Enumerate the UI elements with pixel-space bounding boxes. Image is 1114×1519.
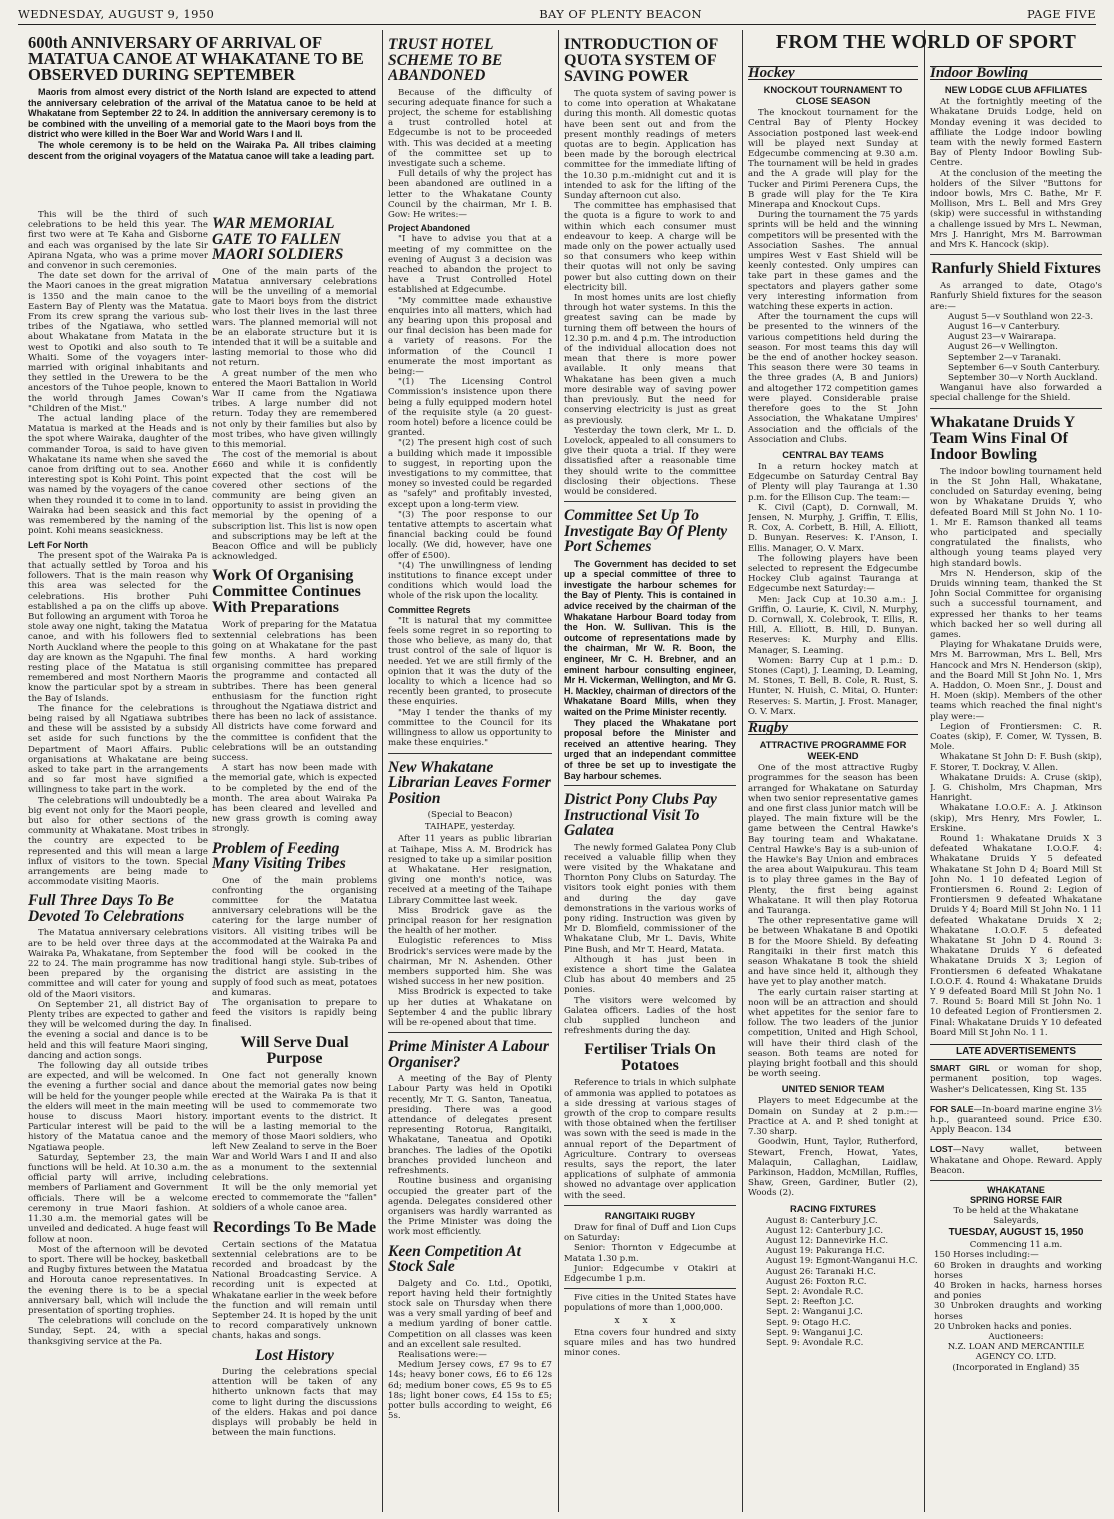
list-item: 30 Unbroken draughts and working horses	[934, 1301, 1102, 1322]
dual-purpose-headline: Will Serve Dual Purpose	[240, 1033, 349, 1067]
paragraph: Senior: Thornton v Edgecumbe at Matata 1.30 p.m.	[564, 1243, 736, 1264]
paragraph: The quota system of saving power is to come into operation at Whakatane during this month. All domestic quotas have been sent out and from the present monthly readings of meters quotas are to begin. Application has been made by the borough electrical committee for the immediate lifting of the 10.30 p.m.-midnight cut and it is intended to ask for the lifting of the Sunday afternoon cut also.	[564, 89, 736, 202]
column-5	[748, 62, 918, 1512]
paragraph: "(1) The Licensing Control Commission's insistence upon there being a fully equipped modern hotel of the requisite style (a 20 guest-room hotel) before a licence could be granted.	[388, 377, 552, 439]
paragraph: The Government has decided to set up a special committee of three to investigate the harbour schemes for the Bay of Plenty. This is contained in advice received by the chairman of the Whakatane Harbour Board today from the Hon. W. Sullivan. This is the outcome of representations made by the chairman, Mr W. R. Boon, the engineer, Mr C. H. Brebner, and an eminent harbour consulting engineer, Mr H. Vickerman, Wellington, and Mr G. H. Mackley, chairman of directors of the Whakatane Board Mills, when they waited on the Prime Minister recently.	[564, 558, 736, 717]
column-1	[28, 210, 208, 1510]
column-rule	[742, 30, 743, 1512]
pony-headline: District Pony Clubs Pay Instructional Visit To Galatea	[564, 791, 717, 840]
sale-date: TUESDAY, AUGUST 15, 1950	[948, 1226, 1084, 1238]
labour-headline: Prime Minister A Labour Organiser?	[388, 1038, 549, 1071]
paragraph: Full details of why the project has been abandoned are outlined in a letter to the Whakatane County Council by the chairman, Mr I. B. Gow: He writes:—	[388, 169, 552, 220]
paragraph: The finance for the celebrations is being raised by all Ngatiawa subtribes and these will be assisted by a subsidy set aside for such functions by the Department of Maori Affairs. Public organisations at Whakatane are being asked to take part in the arrangements and so far most have signified a willingness to take part in the work.	[28, 703, 208, 796]
paragraph: Whakatane I.O.O.F.: A. J. Atkinson (skip), Mrs Henry, Mrs Fowler, L. Erskine.	[930, 803, 1102, 834]
paragraph: Work of preparing for the Matatua sextennial celebrations has been going on at Whakatane for the past few months. A hard working organising committee has prepared the programme and contacted all subtribes. There has been general enthusiasm for the function right throughout the Ngatiawa district and there has been no lack of assistance. All districts have come forward and the committee is confident that the celebrations will be an outstanding success.	[212, 620, 377, 764]
list-item: 150 Horses including:—	[934, 1250, 1039, 1261]
paragraph: A meeting of the Bay of Plenty Labour Party was held in Opotiki recently, Mr T. G. Santon, Taneatua, presiding. There was a good attendance of delegates present representing Rotorua, Rangitaiki, Whakatane, Taneatua and Opotiki branches. The ladies of the Opotiki branches provided luncheon and refreshments.	[388, 1074, 552, 1177]
divider	[564, 785, 736, 786]
dateline: (Special to Beacon)	[427, 810, 513, 820]
paragraph: The celebrations will conclude on the Sunday, Sept. 24, with a special thanksgiving service at the Pa.	[28, 1316, 208, 1347]
paragraph: During the celebrations special attention will be taken of any hitherto unknown facts that may come to light during the discussions of the elders. Hakas and poi dance displays will probably be held in between the main functions.	[212, 1367, 377, 1439]
paragraph: The celebrations will undoubtedly be a big event not only for the Maori people, but also for other sections of the community at Whakatane. Most tribes in the country are expected to be represented and this will mean a large influx of visitors to the town. Special arrangements are being made to accommodate visiting Maoris.	[28, 795, 208, 888]
auctioneers-name: N.Z. LOAN AND MERCANTILE AGENCY CO. LTD.	[947, 1342, 1085, 1363]
stock-sale-headline: Keen Competition At Stock Sale	[388, 1242, 521, 1276]
sale-intro: To be held at the Whakatane Saleyards,	[953, 1205, 1079, 1226]
paragraph: Routine business and organising occupied the greater part of the agenda. Delegates considered other organisers was hardly warranted as the Prime Minister was doing the work most efficiently.	[388, 1176, 552, 1238]
paragraph: Round 1: Whakatane Druids X 3 defeated Whakatane I.O.O.F. 4: Whakatane Druids Y 5 defeated Whakatane St John D 4; Board Mill St John No. 1 10 defeated Legion of Frontiersmen 6. Round 2: Legion of Frontiersmen 9 defeated Whakatane Druids Y 4; Board Mill St John No. 1 11 defeated Whakatane Druids X 2; Whakatane I.O.O.F. 5 defeated Whakatane St John D 4. Round 3: Whakatane Druids Y 6 defeated Whakatane Druids X 3; Legion of Frontiersmen 6 defeated Whakatane I.O.O.F. 4. Round 4: Whakatane Druids Y 9 defeated Board Mill St John No. 1 7. Round 5: Board Mill St John No. 1 10 defeated Legion of Frontiersmen 2. Final: Whakatane Druids Y 10 defeated Board Mill St John No. 1 1.	[930, 834, 1102, 1038]
lead-intro-para: The whole ceremony is to be held on the Wairaka Pa. All tribes claiming descent from the original voyagers of the Matatua canoe will take a leading part.	[28, 139, 376, 161]
list-item: August 5—v Southland won 22-3.	[948, 311, 1094, 322]
divider	[930, 1139, 1102, 1140]
paragraph: "It is natural that my committee feels some regret in so reporting to those who believe, as many do, that trust control of the sale of liquor is needed. Yet we are still firmly of the opinion that it was the duty of the locality to which a licence had so recently been granted, to prosecute these enquiries.	[388, 615, 552, 708]
late-ads-title: LATE ADVERTISEMENTS	[930, 1044, 1102, 1060]
feeding-headline: Problem of Feeding Many Visiting Tribes	[212, 839, 346, 873]
paragraph: The date set down for the arrival of the Maori canoes in the great migration is 1350 and the main canoe to the Eastern Bay of Plenty was the Matatua. From its crew sprang the various sub-tribes of the Ngatiawa, who settled about Whakatane from Matata in the west to Opotiki and also south to Te Whaiti. Some of the voyagers inter-married with original inhabitants and they settled in the Urewera to be the ancestors of the Tuhoe people, known to the world through James Cowan's "Children of the Mist."	[28, 271, 208, 414]
paragraph: It will be the only memorial yet erected to commemorate the "fallen" soldiers of a whole canoe area.	[212, 1182, 377, 1214]
paragraph: Although it has just been in existence a short time the Galatea Club has about 40 members and 25 ponies.	[564, 954, 736, 996]
divider	[388, 1032, 552, 1033]
paragraph: "(2) The present high cost of such a building which made it impossible to suggest, in reporting upon the investigations to my committee, that money so invested could be regarded as "safely" and profitably invested, except upon a long-term view.	[388, 438, 552, 510]
column-6	[930, 62, 1102, 1512]
paragraph: Whakatane Druids: A. Cruse (skip), J. G. Chisholm, Mrs Chapman, Mrs Hanright.	[930, 772, 1102, 804]
list-item: August 16—v Canterbury.	[948, 322, 1060, 333]
list-item: Sept. 2: Wanganui J.C.	[766, 1307, 863, 1318]
masthead-date: WEDNESDAY, AUGUST 9, 1950	[18, 7, 215, 21]
column-rule	[924, 30, 925, 1512]
paragraph: After the tournament the cups will be presented to the winners of the various competitions held during the season. For most teams this day will be the end of another hockey season. This season there were 30 teams in the three grades (A, B and Juniors) and altogether 172 competition games were played. Considerable praise therefore goes to the St John Association, the Whakatane Umpires' Association and the officials of the Association and Clubs.	[748, 312, 918, 445]
column-4	[564, 31, 736, 1511]
classified-ad	[930, 1104, 1102, 1136]
paragraph: They placed the Whakatane port proposal before the Minister and received an attentive hearing. They urged that an independant committee of three be set up to investigate the Bay harbour schemes.	[564, 717, 736, 781]
fertiliser-headline: Fertiliser Trials On Potatoes	[584, 1041, 716, 1075]
port-headline: Committee Set Up To Investigate Bay Of Plenty Port Schemes	[564, 507, 728, 556]
list-item: August 8: Canterbury J.C.	[766, 1215, 878, 1226]
paragraph: "My committee made exhaustive enquiries into all matters, which had any bearing upon this proposal and our final decision has been made for a variety of reasons. For the information of the Council I enumerate the most important as being:—	[388, 295, 552, 377]
list-item: August 12: Canterbury J.C.	[766, 1225, 884, 1236]
column-2	[212, 210, 377, 1510]
paragraph: Goodwin, Hunt, Taylor, Rutherford, Stewart, French, Howat, Yates, Malaquin, Callaghan, Laidlaw, Parkinson, Haddon, McMillan, Ruffles, Shaw, Green, Gardiner, Butler (2), Woods (2).	[748, 1137, 918, 1199]
bowling-label: Indoor Bowling	[930, 66, 1102, 80]
hockey-label: Hockey	[748, 66, 918, 80]
masthead-paper: BAY OF PLENTY BEACON	[539, 7, 702, 21]
paragraph: At the fortnightly meeting of the Whakatane Druids Lodge, held on Monday evening it was decided to affiliate the Lodge indoor bowling team with the newly formed Eastern Bay of Plenty Indoor Bowling Sub-Centre.	[930, 97, 1102, 169]
rangitaiki-headline: RANGITAIKI RUGBY	[604, 1209, 696, 1221]
paragraph: The present spot of the Wairaka Pa is that actually settled by Toroa and his followers. That is the main reason why this area was selected for the celebrations. His brother Puhi established a pa on the cliffs up above. But following an argument with Toroa he stole away one night, taking the Matatua canoe, and with his followers fled to North Auckland where the people to this day are known as the Ngapuhi. The final resting place of the Matatua is still remembered and most Northern Maoris know the particular spot by a stream in the Bay of Islands.	[28, 550, 208, 704]
paragraph: Most of the afternoon will be devoted to sport. There will be hockey, basketball and Rugby fixtures between the Matatua and Horouta canoe representatives. In the evening there is to be a special anniversary ball, which will include the presentation of sporting trophies.	[28, 1244, 208, 1316]
paragraph: One fact not generally known about the memorial gates now being erected at the Wairaka Pa is that it will be used to commemorate two important events to the district. It will be a lasting memorial to the memory of those Maori soldiers, who left New Zealand to serve in the Boer War and World Wars I and II and also as a monument to the sextennial celebrations.	[212, 1070, 377, 1183]
paragraph: A start has now been made with the memorial gate, which is expected to be completed by the end of the month. The area about Wairaka Pa has been cleared and levelled and new grass growth is coming away strongly.	[212, 763, 377, 835]
list-item: September 6—v South Canterbury.	[948, 362, 1101, 373]
paragraph: "May I tender the thanks of my committee to the Council for its willingness to allow us opportunity to make these enquiries."	[388, 707, 552, 749]
rugby-headline: ATTRACTIVE PROGRAMME FOR WEEK-END	[759, 739, 907, 762]
divider	[564, 501, 736, 502]
subheading: Committee Regrets	[388, 604, 471, 615]
druids-headline: Whakatane Druids Y Team Wins Final Of Indoor Bowling	[930, 413, 1075, 463]
paragraph: The indoor bowling tournament held in the St John Hall, Whakatane, concluded on Saturday evening, being won by Whakatane Druids Y, who defeated Board Mill St John No. 1 10-1. Mr E. Ramson thanked all teams who participated and specially congratulated the finalists, who although young teams played very high standard bowls.	[930, 466, 1102, 569]
paragraph: Medium Jersey cows, £7 9s to £7 14s; heavy boner cows, £6 to £6 12s 6d; medium boner cows, £5 9s to £5 18s; light boner cows, £4 15s to £5; potter bulls according to weight, £6 5s.	[388, 1360, 552, 1422]
subheading: Left For North	[28, 539, 88, 550]
lead-headline: 600th ANNIVERSARY OF ARRIVAL OF MATATUA CANOE AT WHAKATANE TO BE OBSERVED DURING SEPTEMBER	[28, 33, 364, 84]
list-item: 20 Unbroken hacks and ponies.	[934, 1321, 1072, 1332]
trust-hotel-headline: TRUST HOTEL SCHEME TO BE ABANDONED	[388, 36, 503, 84]
sale-time: Commencing 11 a.m.	[969, 1240, 1063, 1251]
lost-history-headline: Lost History	[255, 1346, 334, 1364]
divider	[564, 1288, 736, 1289]
paragraph: Mrs N. Henderson, skip of the Druids winning team, thanked the St John Social Committee for organising such a successful tournament, and expressed her thanks to her teams which backed her so well during all games.	[930, 568, 1102, 640]
paragraph: One of the most attractive Rugby programmes for the season has been arranged for Whakatane on Saturday when two senior representative games and one first class junior match will be played. The main fixture will be the game between the Central Hawke's Bay touring team and Whakatane. Central Hawke's Bay is a sub-union of the Hawke's Bay Union and embraces the area about Waipukurau. This team is to play three games in the Bay of Plenty, the first being against Whakatane. It will then play Rotorua and Tauranga.	[748, 763, 918, 917]
ad-text: —In-board marine engine 3½ h.p., guaranteed sound. Price £30. Apply Beacon. 134	[930, 1104, 1102, 1136]
paragraph: After 11 years as public librarian at Taihape, Miss A. M. Brodrick has resigned to take up a similar position at Whakatane. Her resignation, giving one month's notice, was received at a meeting of the Taihape Library Committee last week.	[388, 834, 552, 906]
ad-lead: LOST	[930, 1144, 953, 1155]
paragraph: The following players have been selected to represent the Edgecumbe Hockey Club against Tauranga at Edgecumbe next Saturday:—	[748, 553, 918, 595]
paragraph: A great number of the men who entered the Maori Battalion in World War II came from the Ngatiawa tribes. A large number did not return. Today they are remembered not only by their families but also by most tribes, who have given willingly to this memorial.	[212, 368, 377, 450]
paragraph: The actual landing place of the Matatua is marked at the Heads and is the spot where Wairaka, daughter of the commander Toroa, is said to have given Whakatane its name when she saved the canoe from drifting out to sea. Another interesting spot is Kohi Point. This point was named by the voyagers of the canoe when they rounded it to come in to land. Wairaka had been seasick and this fact was remembered by the naming of the point. Kohi means seasickness.	[28, 414, 208, 537]
paragraph: Wanganui have also forwarded a special challenge for the Shield.	[930, 383, 1102, 404]
classified-ad	[930, 1063, 1102, 1095]
sale-items	[930, 1250, 1102, 1332]
recordings-headline: Recordings To Be Made	[212, 1218, 377, 1236]
ranfurly-headline: Ranfurly Shield Fixtures	[931, 260, 1101, 278]
divider	[930, 254, 1102, 255]
paragraph: Players to meet Edgecumbe at the Domain on Sunday at 2 p.m.:— Practice at A. and P. shed tonight at 7.30 sharp.	[748, 1096, 918, 1138]
paragraph: Miss Brodrick is expected to take up her duties at Whakatane on September 4 and the public library will be re-opened about that time.	[388, 987, 552, 1029]
paragraph: Junior: Edgecumbe v Otakiri at Edgecumbe 1 p.m.	[564, 1263, 736, 1284]
paragraph: The other representative game will be between Whakatane B and Opotiki B for the Moore Shield. By defeating Rangitaiki in their first match this season Whakatane B took the shield and have since held it, although they have yet to play another match.	[748, 916, 918, 988]
racing-headline: RACING FIXTURES	[790, 1202, 876, 1214]
ad-lead: FOR SALE	[930, 1103, 974, 1114]
list-item: August 23—v Wairarapa.	[948, 332, 1057, 343]
paragraph: One of the main parts of the Matatua anniversary celebrations will be the unveiling of a memorial gate to Maori boys from the district who lost their lives in the last three wars. The planned memorial will not be an elaborate structure but it is intended that it will be a suitable and lasting memorial to those who did not return.	[212, 266, 377, 369]
sale-title: WHAKATANE	[987, 1185, 1045, 1196]
paragraph: Miss Brodrick gave as the principal reason for her resignation the health of her mother.	[388, 905, 552, 937]
organising-headline: Work Of Organising Committee Continues With Preparations	[212, 567, 361, 617]
list-item: 40 Broken in hacks, harness horses and ponies	[934, 1280, 1102, 1302]
united-headline: UNITED SENIOR TEAM	[781, 1083, 885, 1095]
paragraph: "I have to advise you that at a meeting of my committee on the evening of August 3 a decision was reached to abandon the project to have a Trust Controlled Hotel established at Edgecumbe.	[388, 234, 552, 296]
paragraph: Legion of Frontiersmen: C. R. Coates (skip), F. Comer, W. Tyssen, B. Mole.	[930, 721, 1102, 753]
paragraph: The organisation to prepare to feed the visitors is rapidly being finalised.	[212, 998, 377, 1029]
list-item: September 2—v Taranaki.	[948, 352, 1062, 363]
paragraph: The following day all outside tribes are expected, and will be welcomed. In the evening a further social and dance will be held for the younger people while the elders will meet in the main meeting house to discuss Maori history. Particular interest will be paid to the history of the Matatua canoe and the Ngatiawa people.	[28, 1061, 208, 1153]
paragraph: The cost of the memorial is about £660 and while it is confidently expected that the cost will be covered other sections of the community are being given an opportunity to assist in providing the memorial by the opening of a subscription list. This list is now open and subscriptions may be left at the Beacon Office and will be publicly acknowledged.	[212, 450, 377, 563]
incorporated-note: (Incorporated in England) 35	[952, 1362, 1080, 1373]
auctioneers-label: Auctioneers:	[988, 1331, 1044, 1342]
list-item: August 19: Pakuranga H.C.	[766, 1246, 885, 1257]
list-item: Sept. 9: Avondale R.C.	[766, 1337, 864, 1348]
masthead-rule	[18, 24, 1096, 25]
ranfurly-list	[930, 312, 1102, 383]
subheading: Project Abandoned	[388, 223, 471, 234]
divider	[930, 1180, 1102, 1181]
paragraph: Five cities in the United States have populations of more than 1,000,000.	[564, 1293, 736, 1314]
paragraph: The newly formed Galatea Pony Club received a valuable fillip when they were visited by the Whakatane and Thornton Pony Clubs on Saturday. The visitors took eight ponies with them and during the day gave demonstrations in the various works of pony riding. Instruction was given by Mr D. Blomfield, commissioner of the Whakatane Club, Mr L. Davis, White Pine Bush, and Mr T. Heard, Matata.	[564, 842, 736, 955]
divider	[930, 1099, 1102, 1100]
paragraph: Dalgety and Co. Ltd., Opotiki, report having held their fortnightly stock sale on Thursday when there was a very small yarding of beef and a medium yarding of boner cattle. Competition on all classes was keen and an excellent sale resulted.	[388, 1278, 552, 1350]
paragraph: The early curtain raiser starting at noon will be an attraction and should whet appetites for the senior fare to follow. The two leaders of the junior competition, United and High School, will have their third clash of the season. Both teams are noted for playing bright football and this should be worth seeing.	[748, 987, 918, 1080]
ad-text: or woman for shop, permanent position, top wages. Washer's Delicatessen, King St. 135	[930, 1064, 1102, 1095]
column-rule	[382, 30, 383, 1512]
paragraph: Yesterday the town clerk, Mr L. D. Lovelock, appealed to all consumers to give their quota a trial. If they were dissatisfied after a reasonable time they should write to the committee disclosing their objections. These would be considered.	[564, 425, 736, 497]
list-item: August 26—v Wellington.	[948, 342, 1058, 353]
list-item: August 26: Foxton R.C.	[766, 1276, 867, 1287]
column-rule	[558, 30, 559, 1512]
paragraph: Men: Jack Cup at 10.30 a.m.: J. Griffin, O. Laurie, K. Civil, N. Murphy, D. Cornwall, X. Colebrook, T. Ellis, R. Hill, A. Elliott, B. Hill, D. Bunyan. Reserves: K. Murphy and Ellis. Manager, S. Leaming.	[748, 594, 918, 656]
quota-headline: INTRODUCTION OF QUOTA SYSTEM OF SAVING POWER	[564, 36, 718, 85]
paragraph: Reference to trials in which sulphate of ammonia was applied to potatoes as a side dressing at various stages of growth of the crop to compare results with those obtained when the fertiliser was sown with the seed is made in the annual report of the Department of Agriculture. Contrary to overseas results, says the report, the later applications of sulphate of ammonia showed no advantage over application with the seed.	[564, 1078, 736, 1201]
ad-lead: SMART GIRL	[930, 1063, 990, 1074]
paragraph: Certain sections of the Matatua sextennial celebrations are to be recorded and broadcast by the National Broadcasting Service. A recording unit is expected at Whakatane earlier in the week before the function and will remain until September 24. It is hoped by the unit to record comparatively unknown chants, hakas and songs.	[212, 1239, 377, 1342]
paragraph: Women: Barry Cup at 1 p.m.: D. Stones (Capt), J. Leaming, D. Leaming, M. Stones, T. Bell, B. Cole, R. Rust, S. Hunter, N. Huish, C. Mitai, O. Hunter: Reserves: S. Martin, J. Frost. Manager, O. V. Marx.	[748, 655, 918, 717]
racing-list	[748, 1216, 918, 1349]
librarian-headline: New Whakatane Librarian Leaves Former Position	[388, 758, 551, 807]
sale-title: SPRING HORSE FAIR	[969, 1195, 1062, 1206]
bowling-headline: NEW LODGE CLUB AFFILIATES	[944, 84, 1088, 96]
lead-intro	[28, 87, 376, 161]
paragraph: K. Civil (Capt), D. Cornwall, M. Jensen, N. Murphy, J. Griffin, T. Ellis, R. Cox, A. Corbett, B. Hill, A. Elliott, D. Bunyan. Reserves: K. I'Anson, I. Ellis. Manager, O. V. Marx.	[748, 502, 918, 554]
paragraph: Saturday, September 23, the main functions will be held. At 10.30 a.m. the official party will arrive, including members of Parliament and Government officials. There will be a welcome ceremony in true Maori fashion. At 11.30 a.m. the memorial gates will be unveiled and dedicated. A huge feast will follow at noon.	[28, 1152, 208, 1245]
lead-article	[28, 33, 376, 161]
list-item: Sept. 9: Otago H.C.	[766, 1317, 851, 1328]
paragraph: Etna covers four hundred and sixty square miles and has two hundred minor cones.	[564, 1327, 736, 1359]
list-item: September 30—v North Auckland.	[948, 373, 1098, 384]
paragraph: In most homes units are lost chiefly through hot water systems. In this the greatest saving can be made by turning them off between the hours of 12.30 p.m. and 4 p.m. The introduction of the individual allocation does not mean that there is more power available. It only means that Whakatane has been given a much more desirable way of saving power than previously. But the need for conserving electricity is just as great as previously.	[564, 293, 736, 426]
paragraph: "(3) The poor response to our tentative attempts to ascertain what financial backing could be found locally. (We did, however, have one offer of £500).	[388, 509, 552, 561]
separator-marks: x x x	[614, 1315, 686, 1326]
list-item: 60 Broken in draughts and working horses	[934, 1260, 1102, 1281]
sport-section-title: FROM THE WORLD OF SPORT	[775, 31, 1077, 53]
list-item: August 26: Taranaki H.C.	[766, 1266, 876, 1277]
three-days-headline: Full Three Days To Be Devoted To Celebrations	[28, 892, 185, 925]
divider	[930, 408, 1102, 409]
paragraph: The committee has emphasised that the quota is a figure to work to and within which each consumer must endeavour to keep. A charge will be made only on the power actually used so that consumers who keep within their quotas will not only be saving power but also cutting down on their electricity bill.	[564, 201, 736, 293]
paragraph: The knockout tournament for the Central Bay of Plenty Hockey Association postponed last week-end will be played next Sunday at Edgecumbe commencing at 9.30 a.m. The tournament will be held in grades and the A grade will play for the Tucker and Pirimi Perenera Cups, the B grade will play for the Te Kira Minerapa and Knockout Cups.	[748, 108, 918, 211]
divider	[388, 753, 552, 754]
central-bay-headline: CENTRAL BAY TEAMS	[782, 448, 884, 460]
knockout-headline: KNOCKOUT TOURNAMENT TO CLOSE SEASON	[763, 84, 903, 107]
paragraph: Because of the difficulty of securing adequate finance for such a project, the scheme for establishing a trust controlled hotel at Edgecumbe is not to be proceeded with. This was decided at a meeting of the committee set up to investigate such a scheme.	[388, 87, 552, 169]
classified-ad	[930, 1144, 1102, 1176]
paragraph: The visitors were welcomed by Galatea officers. Ladies of the host club supplied luncheon and refreshments during the day.	[564, 995, 736, 1037]
paragraph: During the tournament the 75 yards sprints will be held and the winning competitors will be presented with the Association Sashes. The annual umpires West v East Shield will be keenly contested. Only umpires can take part in these games and the spectators and players gather some very interesting information from watching these experts in action.	[748, 210, 918, 313]
list-item: Sept. 2: Reefton J.C.	[766, 1297, 854, 1308]
masthead	[18, 5, 1096, 23]
paragraph: Whakatane St John D: F. Bush (skip), F. Storer, T. Dockray, V. Allen.	[930, 752, 1102, 773]
paragraph: "(4) The unwillingness of lending institutions to finance except under conditions which would load the whole of the risk upon the locality.	[388, 560, 552, 602]
ad-text: —Navy wallet, between Whakatane and Ohope. Reward. Apply Beacon.	[930, 1145, 1102, 1176]
column-3	[388, 31, 552, 1511]
paragraph: Realisations were:—	[398, 1349, 487, 1360]
paragraph: One of the main problems confronting the organising committee for the Matatua anniversary celebrations will be the catering for the large number of visitors. All visiting tribes will be accommodated at the Wairaka Pa and the food will be cooked in the traditional hangi style. Sub-tribes of the district are assisting in the supply of food such as meat, potatoes and kumaras.	[212, 875, 377, 998]
paragraph: In a return hockey match at Edgecumbe on Saturday Central Bay of Plenty will play Tauranga at 1.30 p.m. for the Ellison Cup. The team:—	[748, 461, 918, 503]
rugby-label: Rugby	[748, 721, 918, 735]
list-item: Sept. 9: Wanganui J.C.	[766, 1327, 863, 1338]
war-memorial-headline: WAR MEMORIAL GATE TO FALLEN MAORI SOLDIERS	[212, 215, 344, 263]
divider	[564, 1205, 736, 1206]
paragraph: On September 21, all district Bay of Plenty tribes are expected to gather and they will be welcomed during the day. In the evening a social and dance is to be held and this will feature Maori singing, dancing and action songs.	[28, 999, 208, 1061]
list-item: August 12: Dannevirke H.C.	[766, 1235, 889, 1246]
paragraph: At the conclusion of the meeting the holders of the Silver "Buttons for indoor bowls, Mrs C. Bathe, Mr F. Mollison, Mrs L. Bell and Mrs Grey (skip) were successful in withstanding a challenge issued by Mrs L. Newman, Mrs J. Hanright, Mrs M. Barrowman and Mrs K. Hancock (skip).	[930, 168, 1102, 251]
paragraph: Eulogistic references to Miss Brodrick's services were made by the chairman, Mr N. Ashenden. Other members supported him. She was wished success in her new position.	[388, 936, 552, 988]
paragraph: This will be the third of such celebrations to be held this year. The first two were at Te Kaha and Gisborne and each was organised by the late Sir Apirana Ngata, who was a prime mover and convenor in such ceremonies.	[28, 210, 208, 272]
paragraph: Playing for Whakatane Druids were, Mrs M. Barrowman, Mrs L. Bell, Mrs Hancock and Mrs N. Henderson (skip), and the Board Mill St John No. 1, Mrs A. Haddon, O. Moen Snr., J. Doust and H. Moen (skip). Members of the other teams which reached the final night's play were:—	[930, 640, 1102, 722]
lead-intro-para: Maoris from almost every district of the North Island are expected to attend the anniversary celebration of the arrival of the Matatua canoe to be held at Whakatane from September 22 to 24. In addition the anniversary ceremony is to be combined with the unveiling of a memorial gate to the Maori boys from the district who were killed in the Boer War and World Wars I and II.	[28, 87, 376, 140]
paragraph: As arranged to date, Otago's Ranfurly Shield fixtures for the season are:—	[930, 281, 1102, 312]
list-item: Sept. 2: Avondale R.C.	[766, 1286, 864, 1297]
dateline: TAIHAPE, yesterday.	[424, 822, 516, 833]
paragraph: Draw for final of Duff and Lion Cups on Saturday:	[564, 1222, 736, 1244]
paragraph: The Matatua anniversary celebrations are to be held over three days at the Wairaka Pa, Whakatane, from September 22 to 24. The main programme has now been prepared by the organising committee and will cater for young and old of the Maori visitors.	[28, 928, 208, 1000]
list-item: August 19: Egmont-Wanganui H.C.	[766, 1256, 918, 1267]
masthead-page: PAGE FIVE	[1026, 7, 1096, 21]
port-intro	[564, 559, 736, 781]
